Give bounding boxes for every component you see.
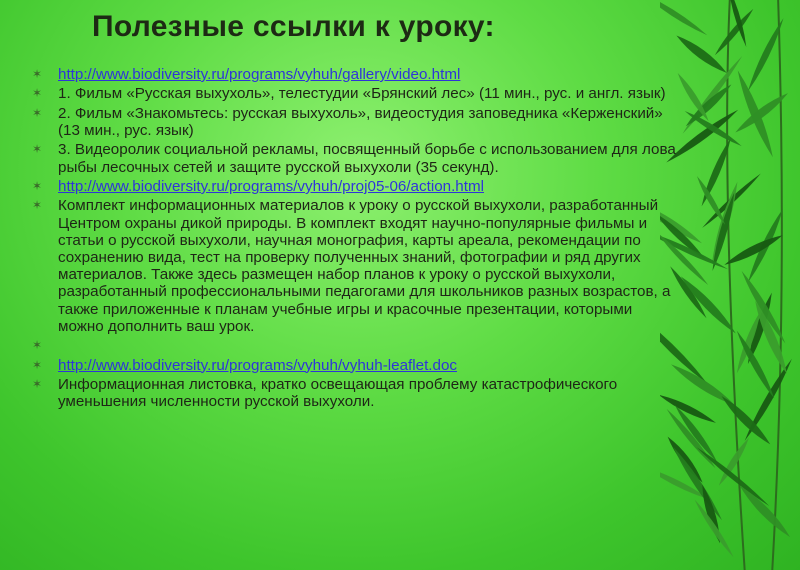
list-item — [30, 376, 680, 410]
star-bullet-icon: ✶ — [31, 198, 43, 213]
bamboo-leaf — [722, 232, 784, 269]
resource-link[interactable]: http://www.biodiversity.ru/programs/vyhuh/vyhuh-leaflet.doc — [58, 356, 457, 374]
empty-list-item — [30, 337, 680, 354]
star-bullet-icon: ✶ — [31, 86, 43, 101]
list-item-text: 1. Фильм «Русская выхухоль», телестудии «Брянский лес» (11 мин., рус. и англ. язык) — [58, 85, 666, 103]
link-item — [30, 66, 680, 83]
resource-link[interactable]: http://www.biodiversity.ru/programs/vyhuh/proj05-06/action.html — [58, 177, 484, 195]
list-item — [30, 141, 680, 175]
star-bullet-icon: ✶ — [31, 338, 43, 353]
list-item-text: 3. Видеоролик социальной рекламы, посвященный борьбе с использованием для лова рыбы лесочных сетей и защите русской выхухоли (35 секунд). — [58, 141, 676, 176]
link-item — [30, 357, 680, 374]
star-bullet-icon: ✶ — [31, 67, 43, 81]
list-item — [30, 197, 680, 335]
link-item — [30, 178, 680, 195]
bamboo-leaf — [664, 407, 717, 470]
bamboo-leaves-illustration — [660, 0, 800, 570]
page-title: Полезные ссылки к уроку: — [92, 10, 495, 43]
bamboo-leaf — [742, 357, 795, 443]
list-item-text: 2. Фильм «Знакомьтесь: русская выхухоль», видеостудия заповедника «Керженский» (13 мин., рус. язык) — [58, 104, 663, 139]
bamboo-leaf — [674, 32, 730, 77]
bamboo-leaf — [660, 0, 709, 38]
bamboo-leaf — [736, 482, 793, 540]
star-bullet-icon: ✶ — [31, 178, 43, 193]
list-item-text: Информационная листовка, кратко освещающая проблему катастрофического уменьшения численности русской выхухоли. — [58, 375, 618, 411]
bullet-list — [30, 66, 680, 413]
bamboo-leaf — [668, 264, 709, 319]
list-item — [30, 105, 680, 139]
resource-link[interactable]: http://www.biodiversity.ru/programs/vyhuh/gallery/video.html — [58, 66, 461, 83]
star-bullet-icon: ✶ — [31, 376, 43, 391]
list-item — [30, 85, 680, 102]
star-bullet-icon: ✶ — [31, 142, 43, 157]
star-bullet-icon: ✶ — [31, 357, 43, 372]
star-bullet-icon: ✶ — [31, 105, 43, 120]
list-item-text: Комплект информационных материалов к уроку о русской выхухоли, разработанный Центром охраны дикой природы. В комплект входят научно-популярные фильмы и статьи о русской выхухоли, научная монография, карты ареала, рекомендации по сохранению вида, тест на проверку полученных знаний, фотографии и ряд других материалов. Также здесь размещен набор планов к уроку о русской выхухоли, разработанный профессиональными педагогами для школьников разных возрастов, а также приложенные к планам учебные игры и красочные презентации, которыми можно дополнить ваш урок. — [58, 197, 671, 335]
